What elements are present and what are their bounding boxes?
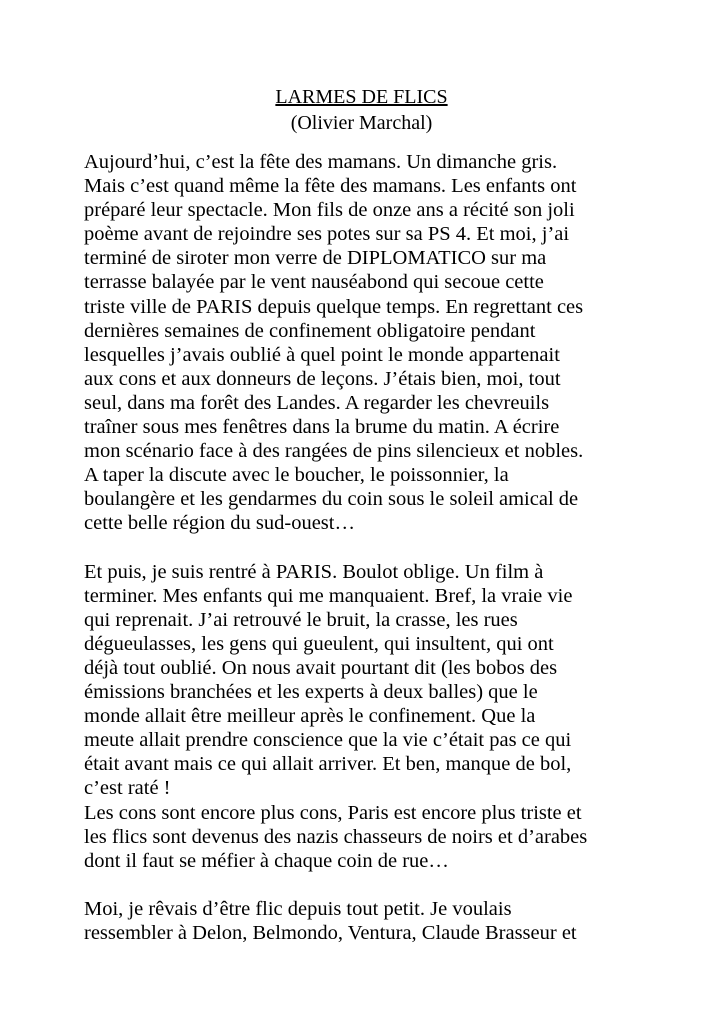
text-line: préparé leur spectacle. Mon fils de onze ans a récité son joli: [84, 199, 575, 222]
text-line: Aujourd’hui, c’est la fête des mamans. Un dimanche gris.: [84, 151, 558, 173]
text-line: Mais c’est quand même la fête des mamans. Les enfants ont: [84, 175, 577, 198]
paragraph-break: [84, 873, 684, 897]
text-line: émissions branchées et les experts à deux balles) que le: [84, 681, 538, 704]
text-line: dégueulasses, les gens qui gueulent, qui insultent, qui ont: [84, 632, 554, 655]
text-line: Moi, je rêvais d’être flic depuis tout petit. Je voulais: [84, 897, 512, 920]
text-line: mon scénario face à des rangées de pins silencieux et nobles.: [84, 440, 584, 463]
text-line: dernières semaines de confinement obligatoire pendant: [84, 319, 536, 342]
text-line: c’est raté !: [84, 777, 171, 800]
text-line: qui reprenait. J’ai retrouvé le bruit, la crasse, les rues: [84, 608, 518, 631]
text-line: poème avant de rejoindre ses potes sur sa PS 4. Et moi, j’ai: [84, 223, 570, 246]
text-line: ressembler à Delon, Belmondo, Ventura, Claude Brasseur et: [84, 922, 577, 944]
text-line: monde allait être meilleur après le confinement. Que la: [84, 705, 536, 728]
text-line: boulangère et les gendarmes du coin sous le soleil amical de: [84, 488, 579, 511]
text-line: seul, dans ma forêt des Landes. A regarder les chevreuils: [84, 391, 550, 414]
document-author: (Olivier Marchal): [290, 112, 433, 134]
paragraph-break: [84, 536, 684, 560]
text-line: terrasse balayée par le vent nauséabond qui secoue cette: [84, 271, 544, 294]
text-line: lesquelles j’avais oublié à quel point le monde appartenait: [84, 343, 560, 366]
text-line: cette belle région du sud-ouest…: [84, 512, 355, 535]
document-title: LARMES DE FLICS: [275, 86, 448, 108]
text-line: Et puis, je suis rentré à PARIS. Boulot oblige. Un film à: [84, 560, 544, 583]
text-line: terminé de siroter mon verre de DIPLOMATICO sur ma: [84, 247, 547, 270]
text-line: aux cons et aux donneurs de leçons. J’étais bien, moi, tout: [84, 367, 561, 390]
text-line: les flics sont devenus des nazis chasseurs de noirs et d’arabes: [84, 825, 588, 848]
text-line: terminer. Mes enfants qui me manquaient. Bref, la vraie vie: [84, 584, 573, 607]
text-line: Les cons sont encore plus cons, Paris est encore plus triste et: [84, 801, 582, 824]
document-body: [84, 150, 684, 945]
text-line: déjà tout oublié. On nous avait pourtant dit (les bobos des: [84, 656, 558, 679]
text-line: était avant mais ce qui allait arriver. Et ben, manque de bol,: [84, 753, 572, 776]
text-line: meute allait prendre conscience que la vie c’était pas ce qui: [84, 729, 572, 752]
text-line: traîner sous mes fenêtres dans la brume du matin. A écrire: [84, 416, 560, 439]
title-block: [0, 84, 723, 136]
text-line: triste ville de PARIS depuis quelque temps. En regrettant ces: [84, 295, 584, 318]
text-line: dont il faut se méfier à chaque coin de rue…: [84, 849, 449, 872]
text-line: A taper la discute avec le boucher, le poissonnier, la: [84, 464, 509, 487]
